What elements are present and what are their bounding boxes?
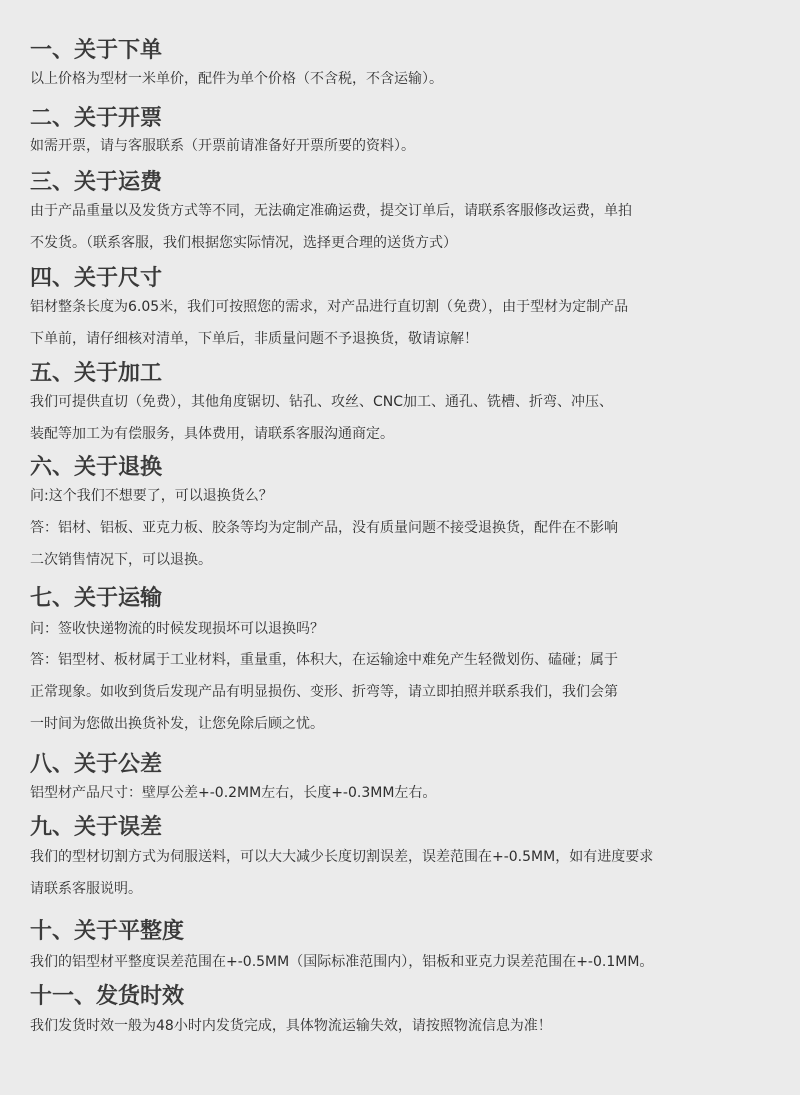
section-3-title: 三、关于运费	[30, 170, 163, 195]
section-3-line-1: 由于产品重量以及发货方式等不同，无法确定准确运费，提交订单后，请联系客服修改运费，单拍	[30, 203, 632, 219]
section-2-title: 二、关于开票	[30, 106, 163, 131]
section-8-title: 八、关于公差	[30, 752, 163, 777]
section-3-line-2: 不发货。（联系客服，我们根据您实际情况，选择更合理的送货方式）	[30, 235, 457, 251]
section-10-line-1: 我们的铝型材平整度误差范围在+-0.5MM（国际标准范围内），铝板和亚克力误差范围在+-0.1MM。	[30, 954, 654, 970]
section-11-line-1: 我们发货时效一般为48小时内发货完成，具体物流运输失效，请按照物流信息为准！	[30, 1018, 552, 1034]
section-7-title: 七、关于运输	[30, 586, 163, 611]
section-2-line-1: 如需开票，请与客服联系（开票前请准备好开票所要的资料）。	[30, 138, 415, 154]
section-1-line-1: 以上价格为型材一米单价，配件为单个价格（不含税，不含运输）。	[30, 71, 443, 87]
section-6-line-3: 二次销售情况下，可以退换。	[30, 552, 212, 568]
section-7-line-1: 问：签收快递物流的时候发现损坏可以退换吗？	[30, 621, 324, 637]
section-5-line-1: 我们可提供直切（免费），其他角度锯切、钻孔、攻丝、CNC加工、通孔、铣槽、折弯、冲压、	[30, 394, 614, 410]
section-5-line-2: 装配等加工为有偿服务，具体费用，请联系客服沟通商定。	[30, 426, 394, 442]
section-9-line-1: 我们的型材切割方式为伺服送料，可以大大减少长度切割误差，误差范围在+-0.5MM，如有进度要求	[30, 849, 654, 865]
section-4-line-1: 铝材整条长度为6.05米，我们可按照您的需求，对产品进行直切割（免费），由于型材为定制产品	[30, 299, 629, 315]
section-9-line-2: 请联系客服说明。	[30, 881, 142, 897]
section-4-title: 四、关于尺寸	[30, 266, 163, 291]
section-9-title: 九、关于误差	[30, 815, 163, 840]
section-10-title: 十、关于平整度	[30, 919, 185, 944]
section-11-title: 十一、发货时效	[30, 984, 185, 1009]
section-7-line-3: 正常现象。如收到货后发现产品有明显损伤、变形、折弯等，请立即拍照并联系我们，我们会第	[30, 684, 618, 700]
section-7-line-2: 答：铝型材、板材属于工业材料，重量重，体积大，在运输途中难免产生轻微划伤、磕碰；属于	[30, 652, 618, 668]
section-6-line-2: 答：铝材、铝板、亚克力板、胶条等均为定制产品，没有质量问题不接受退换货，配件在不影响	[30, 520, 618, 536]
section-6-line-1: 问:这个我们不想要了，可以退换货么？	[30, 488, 273, 504]
section-1-title: 一、关于下单	[30, 38, 163, 63]
section-5-title: 五、关于加工	[30, 361, 163, 386]
section-6-title: 六、关于退换	[30, 455, 163, 480]
section-8-line-1: 铝型材产品尺寸：壁厚公差+-0.2MM左右，长度+-0.3MM左右。	[30, 785, 437, 801]
section-7-line-4: 一时间为您做出换货补发，让您免除后顾之忧。	[30, 716, 324, 732]
section-4-line-2: 下单前，请仔细核对清单，下单后，非质量问题不予退换货，敬请谅解！	[30, 331, 478, 347]
